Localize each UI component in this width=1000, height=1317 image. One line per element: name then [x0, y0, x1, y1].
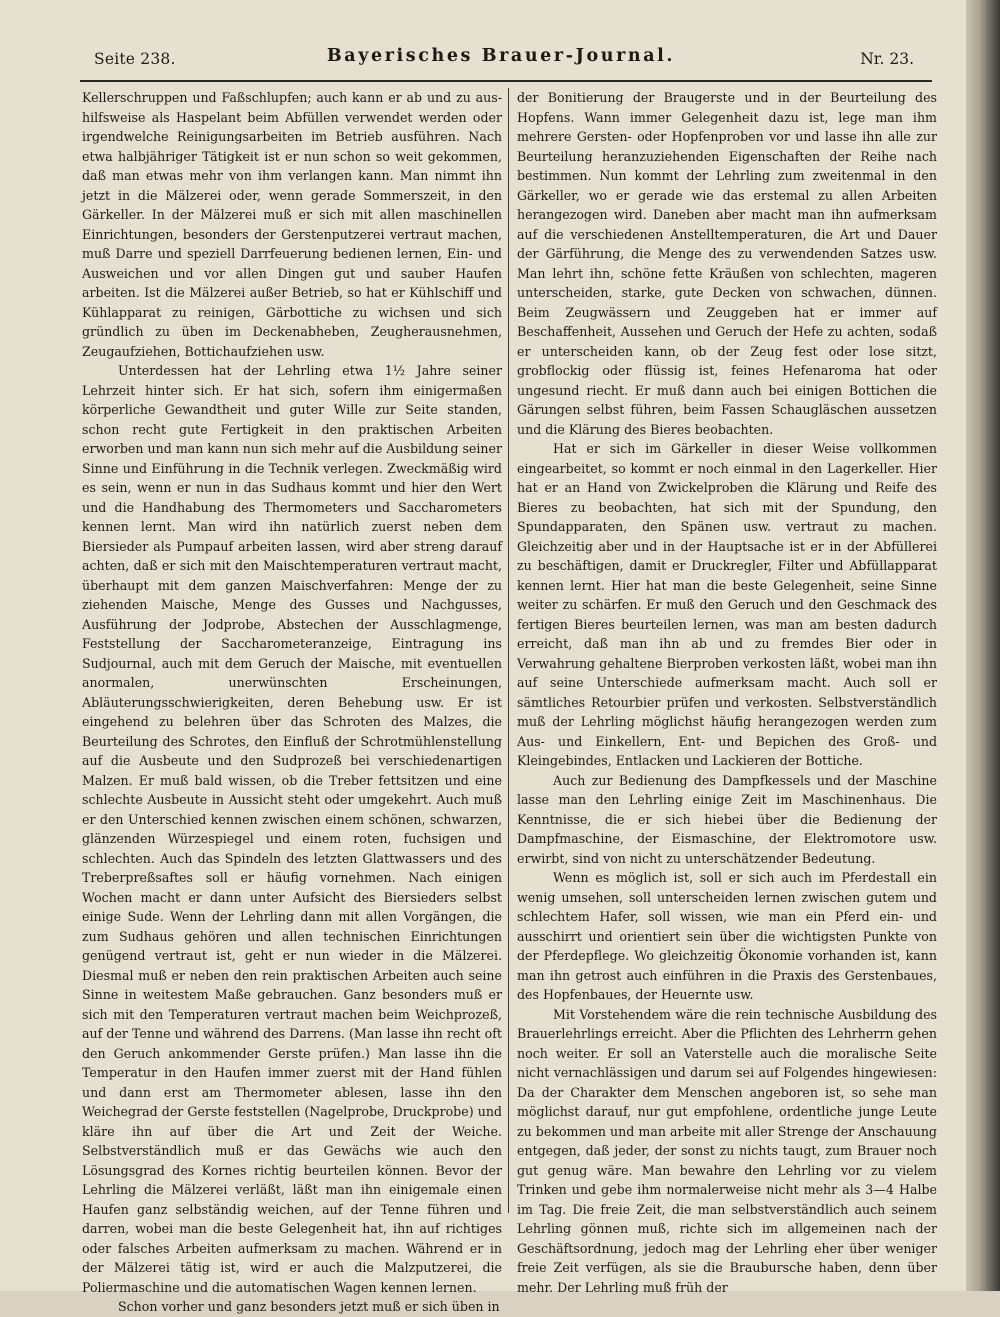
paragraph: Auch zur Bedienung des Dampfkessels und der Maschine lasse man den Lehrling einige Zeit im Maschinenhaus. Die Kenntnisse, die er sich hiebei über die Bedienung der Dampfmaschine, der Eismaschine, der Elektromotore usw. erwirbt, sind von nicht zu unterschätzender Bedeutung. [517, 772, 937, 866]
paragraph: Hat er sich im Gärkeller in dieser Weise vollkommen eingearbeitet, so kommt er noch einmal in den Lagerkeller. Hier hat er an Hand von Zwickelproben die Klärung und Reife des Bieres zu beobachten, hat sich mit der Spundung, den Spundapparaten, den Spänen usw. vertraut zu machen. Gleichzeitig aber und in der Hauptsache ist er in der Abfüllerei zu beschäftigen, damit er Druckregler, Filter und Abfüllapparat kennen lernt. Hier hat man die beste Gelegenheit, seine Sinne weiter zu schärfen. Er muß den Geruch und den Geschmack des fertigen Bieres beurteilen lernen, was man am besten dadurch erreicht, daß man ihn ab und zu fremdes Bier oder in Verwahrung gehaltene Bierproben verkosten läßt, wobei man ihn auf seine Unterschiede aufmerksam macht. Auch soll er sämtliches Retourbier prüfen und verkosten. Selbstverständlich muß der Lehrling möglichst häufig herangezogen werden zum Aus- und Einkellern, Ent- und Bepichen des Groß- und Kleingebindes, Entlacken und Lackieren der Bottiche. [517, 441, 937, 768]
paragraph: Wenn es möglich ist, soll er sich auch im Pferdestall ein wenig umsehen, soll unterscheiden lernen zwischen gutem und schlechtem Hafer, soll wissen, wie man ein Pferd ein- und ausschirrt und orientiert sein über die wichtigsten Punkte von der Pferdepflege. Wo gleichzeitig Ökonomie vorhanden ist, kann man ihn getrost auch einführen in die Praxis des Gerstenbaues, des Hopfenbaues, der Heuernte usw. [517, 870, 937, 1002]
issue-number: Nr. 23. [860, 50, 914, 68]
page-binding-edge [966, 0, 1000, 1291]
paragraph: der Bonitierung der Braugerste und in der Beurteilung des Hopfens. Wann immer Gelegenheit dazu ist, lege man ihm mehrere Gersten- oder Hopfenproben vor und lasse ihn alle zur Beurteilung heranzuziehenden Eigenschaften der Reihe nach bestimmen. Nun kommt der Lehrling zum zweitenmal in den Gärkeller, wo er gerade wie das erstemal zu allen Arbeiten herangezogen wird. Daneben aber macht man ihn aufmerksam auf die verschiedenen Anstelltemperaturen, die Art und Dauer der Gärführung, die Menge des zu verwendenden Satzes usw. Man lehrt ihn, schöne fette Kräußen von schlechten, mageren unterscheiden, starke, gute Decken von schwachen, dünnen. Beim Zeugwässern und Zeuggeben hat er immer auf Beschaffenheit, Aussehen und Geruch der Hefe zu achten, sodaß er unterscheiden kann, ob der Zeug fest oder lose sitzt, grobflockig oder flüssig ist, feines Hefenaroma hat oder ungesund riecht. Er muß dann auch bei einigen Bottichen die Gärungen selbst führen, beim Fassen Schaugläschen aussetzen und die Klärung des Bieres beobachten. [517, 90, 937, 437]
paragraph: Schon vorher und ganz besonders jetzt muß er sich üben in [118, 1299, 500, 1314]
right-column [517, 88, 937, 1295]
left-column [82, 88, 502, 1314]
paragraph: Mit Vorstehendem wäre die rein technische Ausbildung des Brauerlehrlings erreicht. Aber die Pflichten des Lehrherrn gehen noch weiter. Er soll an Vaterstelle auch die moralische Seite nicht vernachlässigen und darum sei auf Folgendes hingewiesen: Da der Charakter dem Menschen angeboren ist, so sehe man möglichst darauf, nur gut empfohlene, ordentliche junge Leute zu bekommen und man arbeite mit aller Strenge der Anschauung entgegen, daß jeder, der sonst zu nichts taugt, zum Brauer noch gut genug wäre. Man bewahre den Lehrling vor zu vielem Trinken und gebe ihm normalerweise nicht mehr als 3—4 Halbe im Tag. Die freie Zeit, die man selbstverständlich auch seinem Lehrling gönnen muß, richte sich im allgemeinen nach der Geschäftsordnung, jedoch mag der Lehrling eher über weniger freie Zeit verfügen, als sie die Braubursche haben, denn über mehr. Der Lehrling muß früh der [517, 1006, 937, 1295]
paragraph: Kellerschruppen und Faßschlupfen; auch kann er ab und zu aus-hilfsweise als Haspelant beim Abfüllen verwendet werden oder irgendwelche Reinigungsarbeiten im Betrieb ausführen. Nach etwa halbjähriger Tätigkeit ist er nun schon so weit gekommen, daß man etwas mehr von ihm verlangen kann. Man nimmt ihn jetzt in die Mälzerei oder, wenn gerade Sommerszeit, in den Gärkeller. In der Mälzerei muß er sich mit allen maschinellen Einrichtungen, besonders der Gerstenputzerei vertraut machen, muß Darre und speziell Darrfeuerung bedienen lernen, Ein- und Ausweichen und vor allen Dingen gut und sauber Haufen arbeiten. Ist die Mälzerei außer Betrieb, so hat er Kühlschiff und Kühlapparat zu reinigen, Gärbottiche zu wichsen und sich gründlich zu üben im Deckenabheben, Zeugherausnehmen, Zeugaufziehen, Bottichaufziehen usw. [82, 90, 502, 359]
column-divider [508, 88, 509, 1213]
journal-title: Bayerisches Brauer-Journal. [326, 46, 676, 66]
page-number: Seite 238. [94, 50, 176, 68]
page-header [82, 44, 920, 78]
header-rule [80, 80, 932, 82]
paragraph: Unterdessen hat der Lehrling etwa 1½ Jahre seiner Lehrzeit hinter sich. Er hat sich, sofern ihm einigermaßen körperliche Gewandtheit und guter Wille zur Seite standen, schon recht gute Fertigkeit in den praktischen Arbeiten erworben und man kann nun sich mehr auf die Ausbildung seiner Sinne und Einführung in die Technik verlegen. Zweckmäßig wird es sein, wenn er nun in das Sudhaus kommt und hier den Wert und die Handhabung des Thermometers und Saccharometers kennen lernt. Man wird ihn natürlich zuerst neben dem Biersieder als Pumpauf arbeiten lassen, wird aber streng darauf achten, daß er sich mit den Maischtemperaturen vertraut macht, überhaupt mit dem ganzen Maischverfahren: Menge der zu ziehenden Maische, Menge des Gusses und Nachgusses, Ausführung der Jodprobe, Abstechen der Ausschlagmenge, Feststellung der Saccharometeranzeige, Eintragung ins Sudjournal, auch mit dem Geruch der Maische, mit eventuellen anormalen, unerwünschten Erscheinungen, Abläuterungsschwierigkeiten, deren Behebung usw. Er ist eingehend zu belehren über das Schroten des Malzes, die Beurteilung des Schrotes, den Einfluß der Schrotmühlenstellung auf die Ausbeute und den Sudprozeß bei verschiedenartigen Malzen. Er muß bald wissen, ob die Treber fettsitzen und eine schlechte Ausbeute in Aussicht steht oder umgekehrt. Auch muß er den Unterschied kennen zwischen einem schönen, schwarzen, glänzenden Würzespiegel und einem roten, fuchsigen und schlechten. Auch das Spindeln des letzten Glattwassers und des Treberpreßsaftes soll er häufig vornehmen. Nach einigen Wochen macht er dann unter Aufsicht des Biersieders selbst einige Sude. Wenn der Lehrling dann mit allen Vorgängen, die zum Sudhaus gehören und allen technischen Einrichtungen genügend vertraut ist, geht er nun wieder in die Mälzerei. Diesmal muß er neben den rein praktischen Arbeiten auch seine Sinne in weitestem Maße gebrauchen. Ganz besonders muß er sich mit den Temperaturen vertraut machen beim Weichprozeß, auf der Tenne und während des Darrens. (Man lasse ihn recht oft den Geruch ankommender Gerste prüfen.) Man lasse ihn die Temperatur in den Haufen immer zuerst mit der Hand fühlen und dann erst am Thermometer ablesen, lasse ihn den Weichegrad der Gerste feststellen (Nagelprobe, Druckprobe) und kläre ihn auf über die Art und Zeit der Weiche. Selbstverständlich muß er das Gewächs wie auch den Lösungsgrad des Kornes richtig beurteilen können. Bevor der Lehrling die Mälzerei verläßt, läßt man ihn einigemale einen Haufen ganz selbständig weichen, auf der Tenne führen und darren, wobei man die beste Gelegenheit hat, ihn auf richtiges oder falsches Arbeiten aufmerksam zu machen. Während er in der Mälzerei tätig ist, wird er auch die Malzputzerei, die Poliermaschine und die automatischen Wagen kennen lernen. [82, 363, 502, 1295]
